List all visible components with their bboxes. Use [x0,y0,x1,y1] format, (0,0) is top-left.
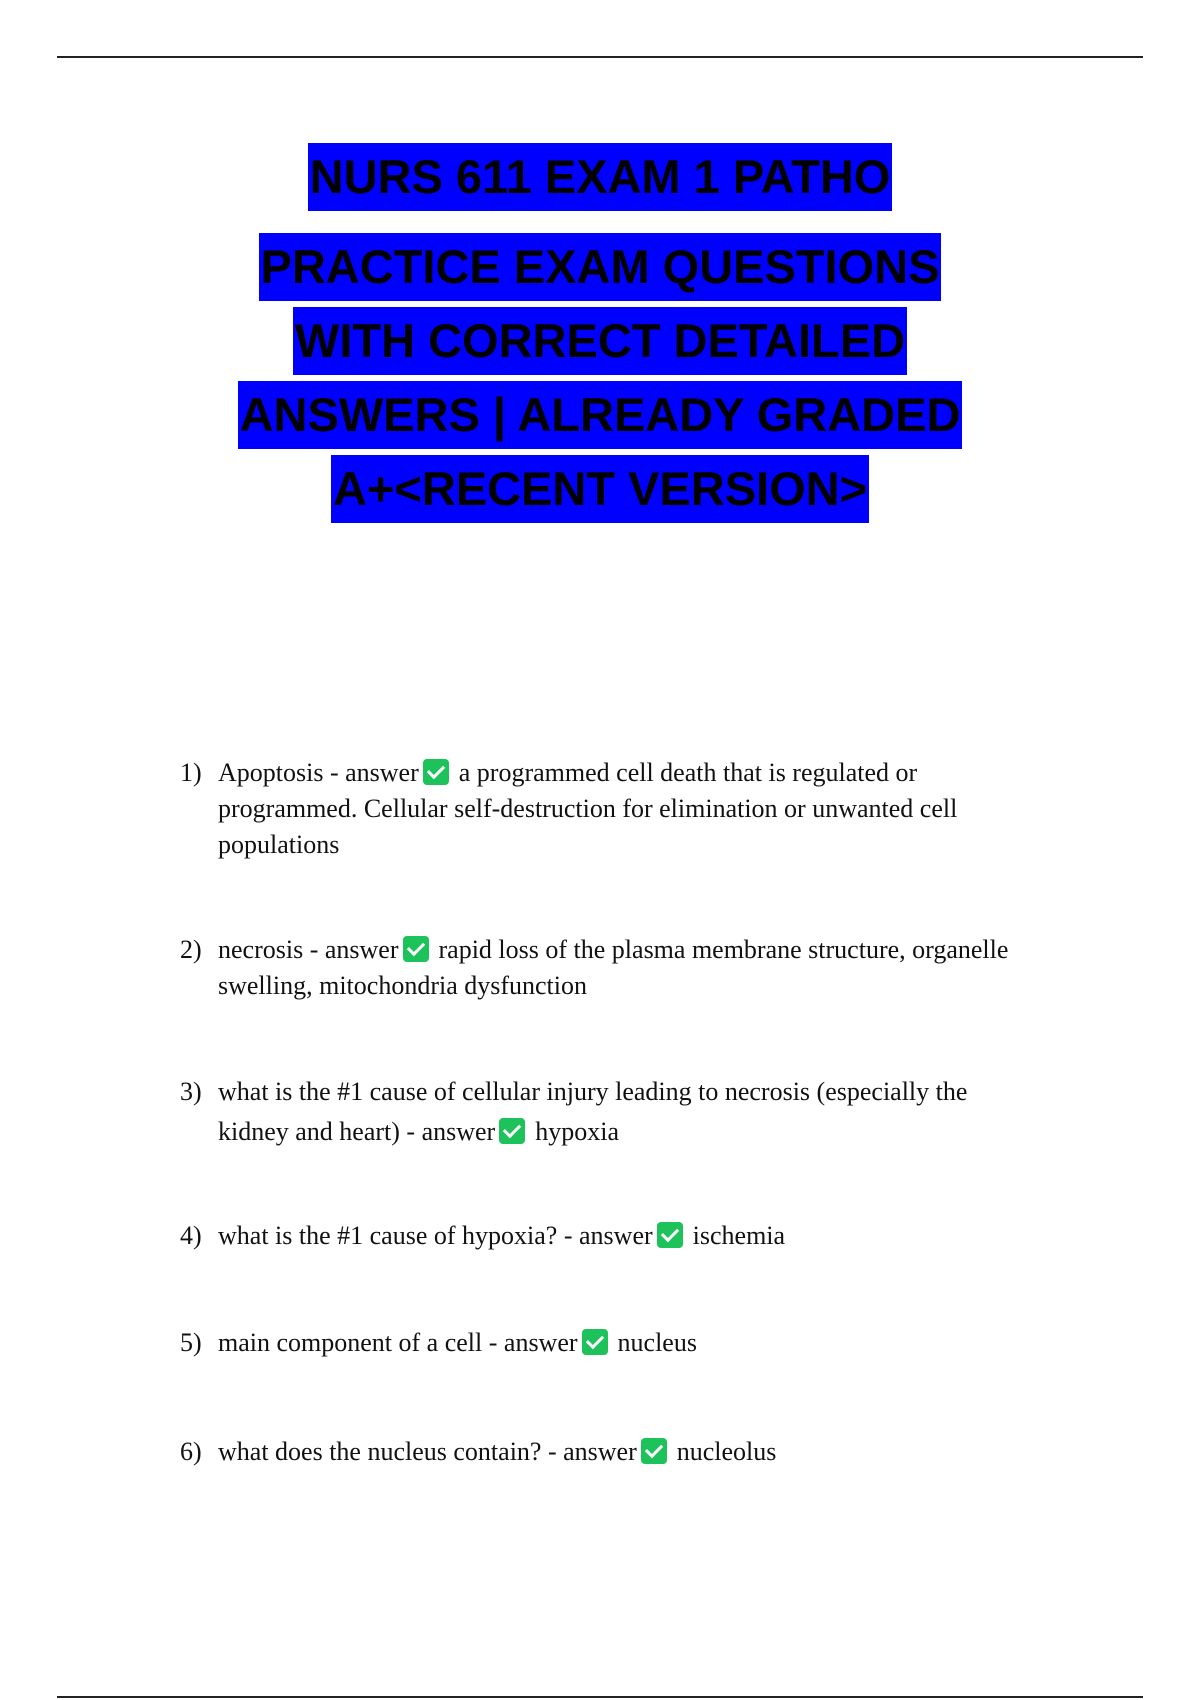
answer-text: rapid loss of the plasma membrane structure, organelle swelling, mitochondria dysfunction [218,935,1009,1000]
list-item [180,755,1040,863]
checkmark-icon [582,1329,608,1355]
item-number: 4) [180,1221,202,1250]
answer-text: nucleolus [676,1437,777,1466]
top-rule [57,56,1143,58]
question-text: what is the #1 cause of hypoxia? - answer [218,1221,653,1250]
document-title [0,143,1200,523]
question-text: necrosis - answer [218,935,399,964]
answer-text: nucleus [617,1328,697,1357]
checkmark-icon [499,1118,525,1144]
item-number: 3) [180,1077,202,1106]
question-text: what is the #1 cause of cellular injury leading to necrosis (especially the kidney and heart) - answer [218,1077,968,1146]
item-text [218,1218,1040,1254]
title-line-5: A+<RECENT VERSION> [331,455,869,523]
item-number: 2) [180,935,202,964]
list-item [180,1434,1040,1470]
answer-text: a programmed cell death that is regulated or programmed. Cellular self-destruction for elimination or unwanted cell populations [218,758,958,859]
title-line-4: ANSWERS | ALREADY GRADED [238,381,963,449]
list-item [180,932,1040,1004]
answer-text: ischemia [692,1221,786,1250]
item-number: 1) [180,758,202,787]
item-number: 5) [180,1328,202,1357]
checkmark-icon [423,759,449,785]
checkmark-icon [657,1222,683,1248]
item-text [218,1072,1040,1152]
list-item [180,1325,1040,1361]
item-text [218,1434,1040,1470]
question-text: Apoptosis - answer [218,758,419,787]
answer-text: hypoxia [535,1117,619,1146]
checkmark-icon [641,1438,667,1464]
title-line-2: PRACTICE EXAM QUESTIONS [259,233,942,301]
item-text [218,755,1040,863]
checkmark-icon [403,936,429,962]
item-text [218,932,1040,1004]
title-line-3: WITH CORRECT DETAILED [293,307,907,375]
bottom-rule [57,1696,1143,1698]
list-item [180,1072,1040,1152]
question-text: what does the nucleus contain? - answer [218,1437,637,1466]
item-text [218,1325,1040,1361]
question-text: main component of a cell - answer [218,1328,578,1357]
item-number: 6) [180,1437,202,1466]
title-line-1: NURS 611 EXAM 1 PATHO [308,143,893,211]
list-item [180,1218,1040,1254]
